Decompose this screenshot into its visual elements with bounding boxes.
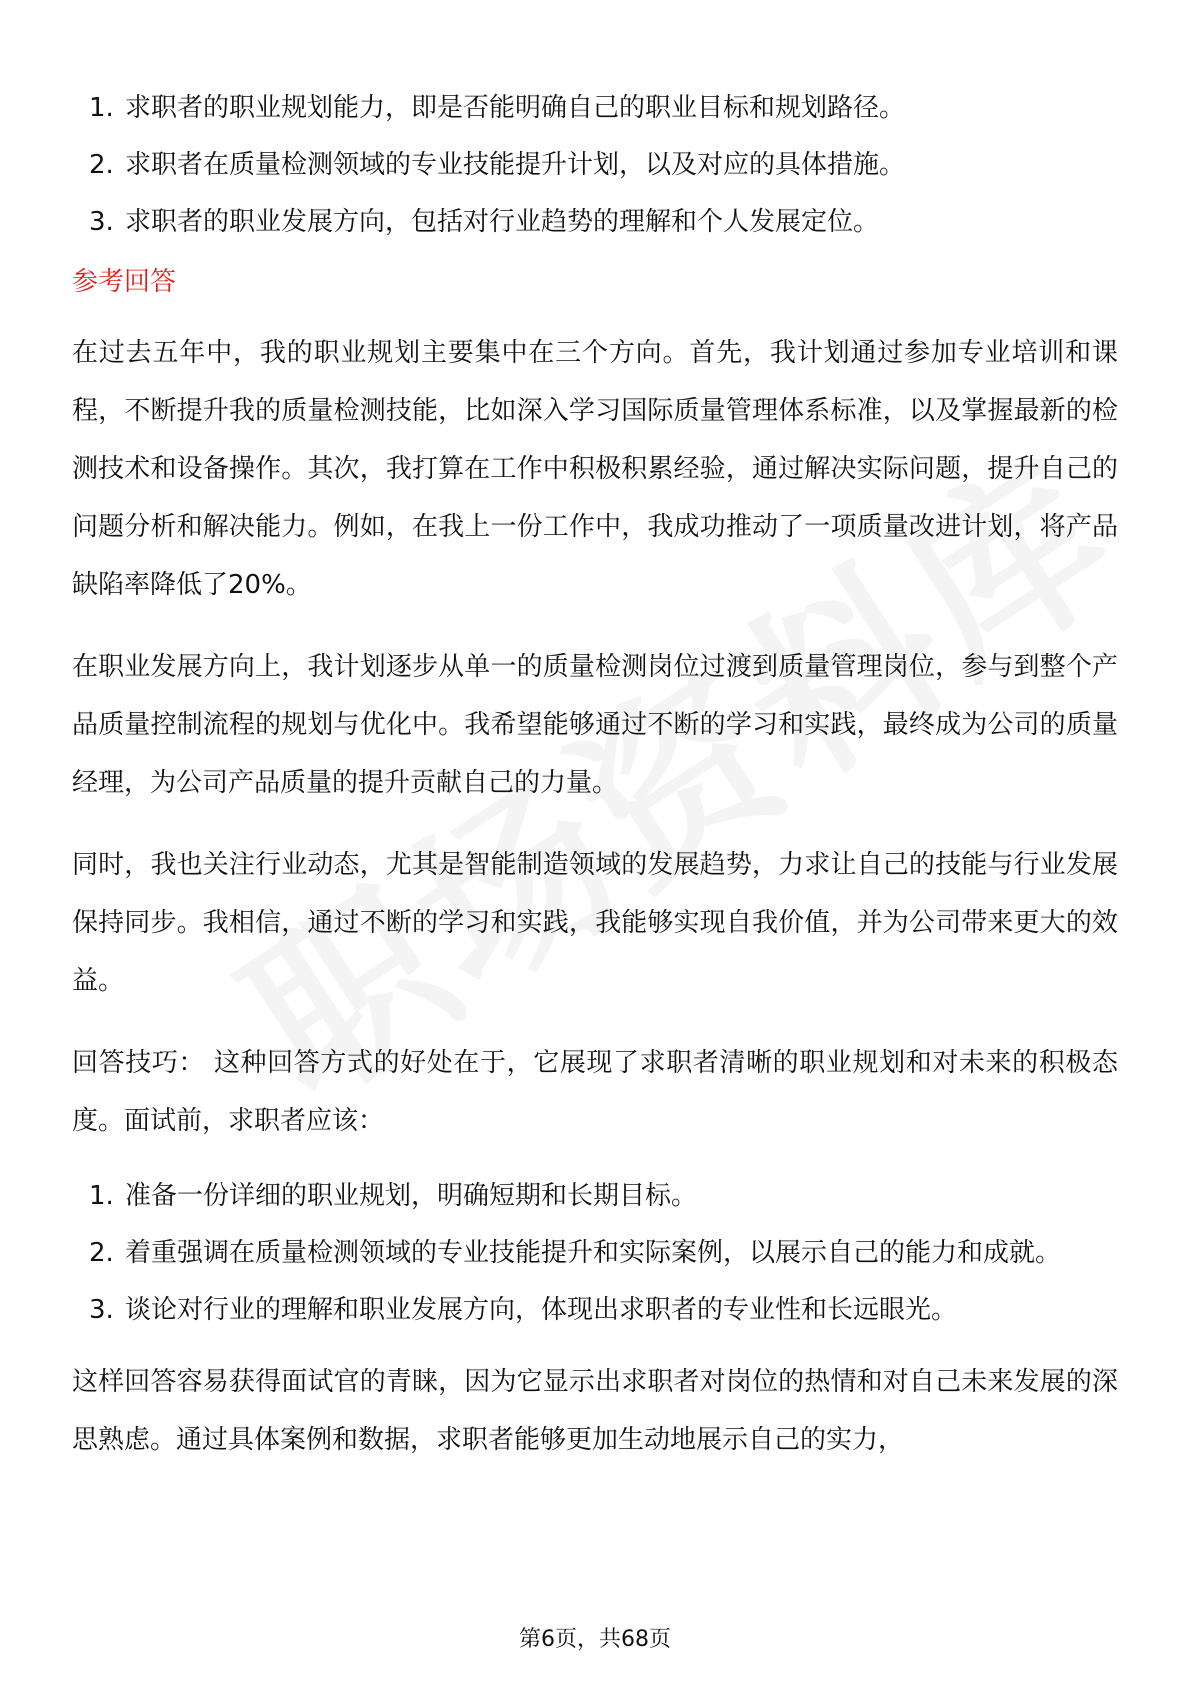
reference-answer-heading: 参考回答 (72, 267, 177, 297)
answer-tips-paragraph: 回答技巧： 这种回答方式的好处在于，它展现了求职者清晰的职业规划和对未来的积极态度。面试前，求职者应该： (72, 1048, 1118, 1136)
list-item-text: 求职者的职业发展方向，包括对行业趋势的理解和个人发展定位。 (125, 207, 880, 237)
list-number: 3. (89, 207, 114, 237)
page-number-footer: 第6页，共68页 (519, 1627, 671, 1652)
page-content (72, 86, 1118, 1493)
list-number: 3. (89, 1295, 114, 1325)
list-number: 2. (89, 1238, 114, 1268)
answer-paragraph: 在过去五年中，我的职业规划主要集中在三个方向。首先，我计划通过参加专业培训和课程，不断提升我的质量检测技能，比如深入学习国际质量管理体系标准，以及掌握最新的检测技术和设备操作。其次，我打算在工作中积极积累经验，通过解决实际问题，提升自己的问题分析和解决能力。例如，在我上一份工作中，我成功推动了一项质量改进计划，将产品缺陷率降低了20%。 (72, 338, 1118, 600)
list-number: 1. (89, 93, 114, 123)
list-item-text: 谈论对行业的理解和职业发展方向，体现出求职者的专业性和长远眼光。 (125, 1295, 958, 1325)
answer-paragraph: 在职业发展方向上，我计划逐步从单一的质量检测岗位过渡到质量管理岗位，参与到整个产品质量控制流程的规划与优化中。我希望能够通过不断的学习和实践，最终成为公司的质量经理，为公司产品质量的提升贡献自己的力量。 (72, 652, 1118, 798)
list-item-text: 求职者在质量检测领域的专业技能提升计划，以及对应的具体措施。 (125, 150, 906, 180)
closing-paragraph: 这样回答容易获得面试官的青睐，因为它显示出求职者对岗位的热情和对自己未来发展的深思熟虑。通过具体案例和数据，求职者能够更加生动地展示自己的实力， (72, 1367, 1118, 1455)
list-item (72, 1231, 1118, 1276)
list-number: 1. (89, 1181, 114, 1211)
evaluation-points-list (72, 86, 1118, 245)
list-item-text: 准备一份详细的职业规划，明确短期和长期目标。 (125, 1181, 698, 1211)
list-item-text: 求职者的职业规划能力，即是否能明确自己的职业目标和规划路径。 (125, 93, 906, 123)
answer-paragraph: 同时，我也关注行业动态，尤其是智能制造领域的发展趋势，力求让自己的技能与行业发展保持同步。我相信，通过不断的学习和实践，我能够实现自我价值，并为公司带来更大的效益。 (72, 850, 1118, 996)
list-item (72, 86, 1118, 131)
list-item (72, 200, 1118, 245)
list-item (72, 143, 1118, 188)
list-item-text: 着重强调在质量检测领域的专业技能提升和实际案例，以展示自己的能力和成就。 (125, 1238, 1062, 1268)
list-item (72, 1174, 1118, 1219)
list-item (72, 1288, 1118, 1333)
list-number: 2. (89, 150, 114, 180)
tips-list (72, 1174, 1118, 1333)
